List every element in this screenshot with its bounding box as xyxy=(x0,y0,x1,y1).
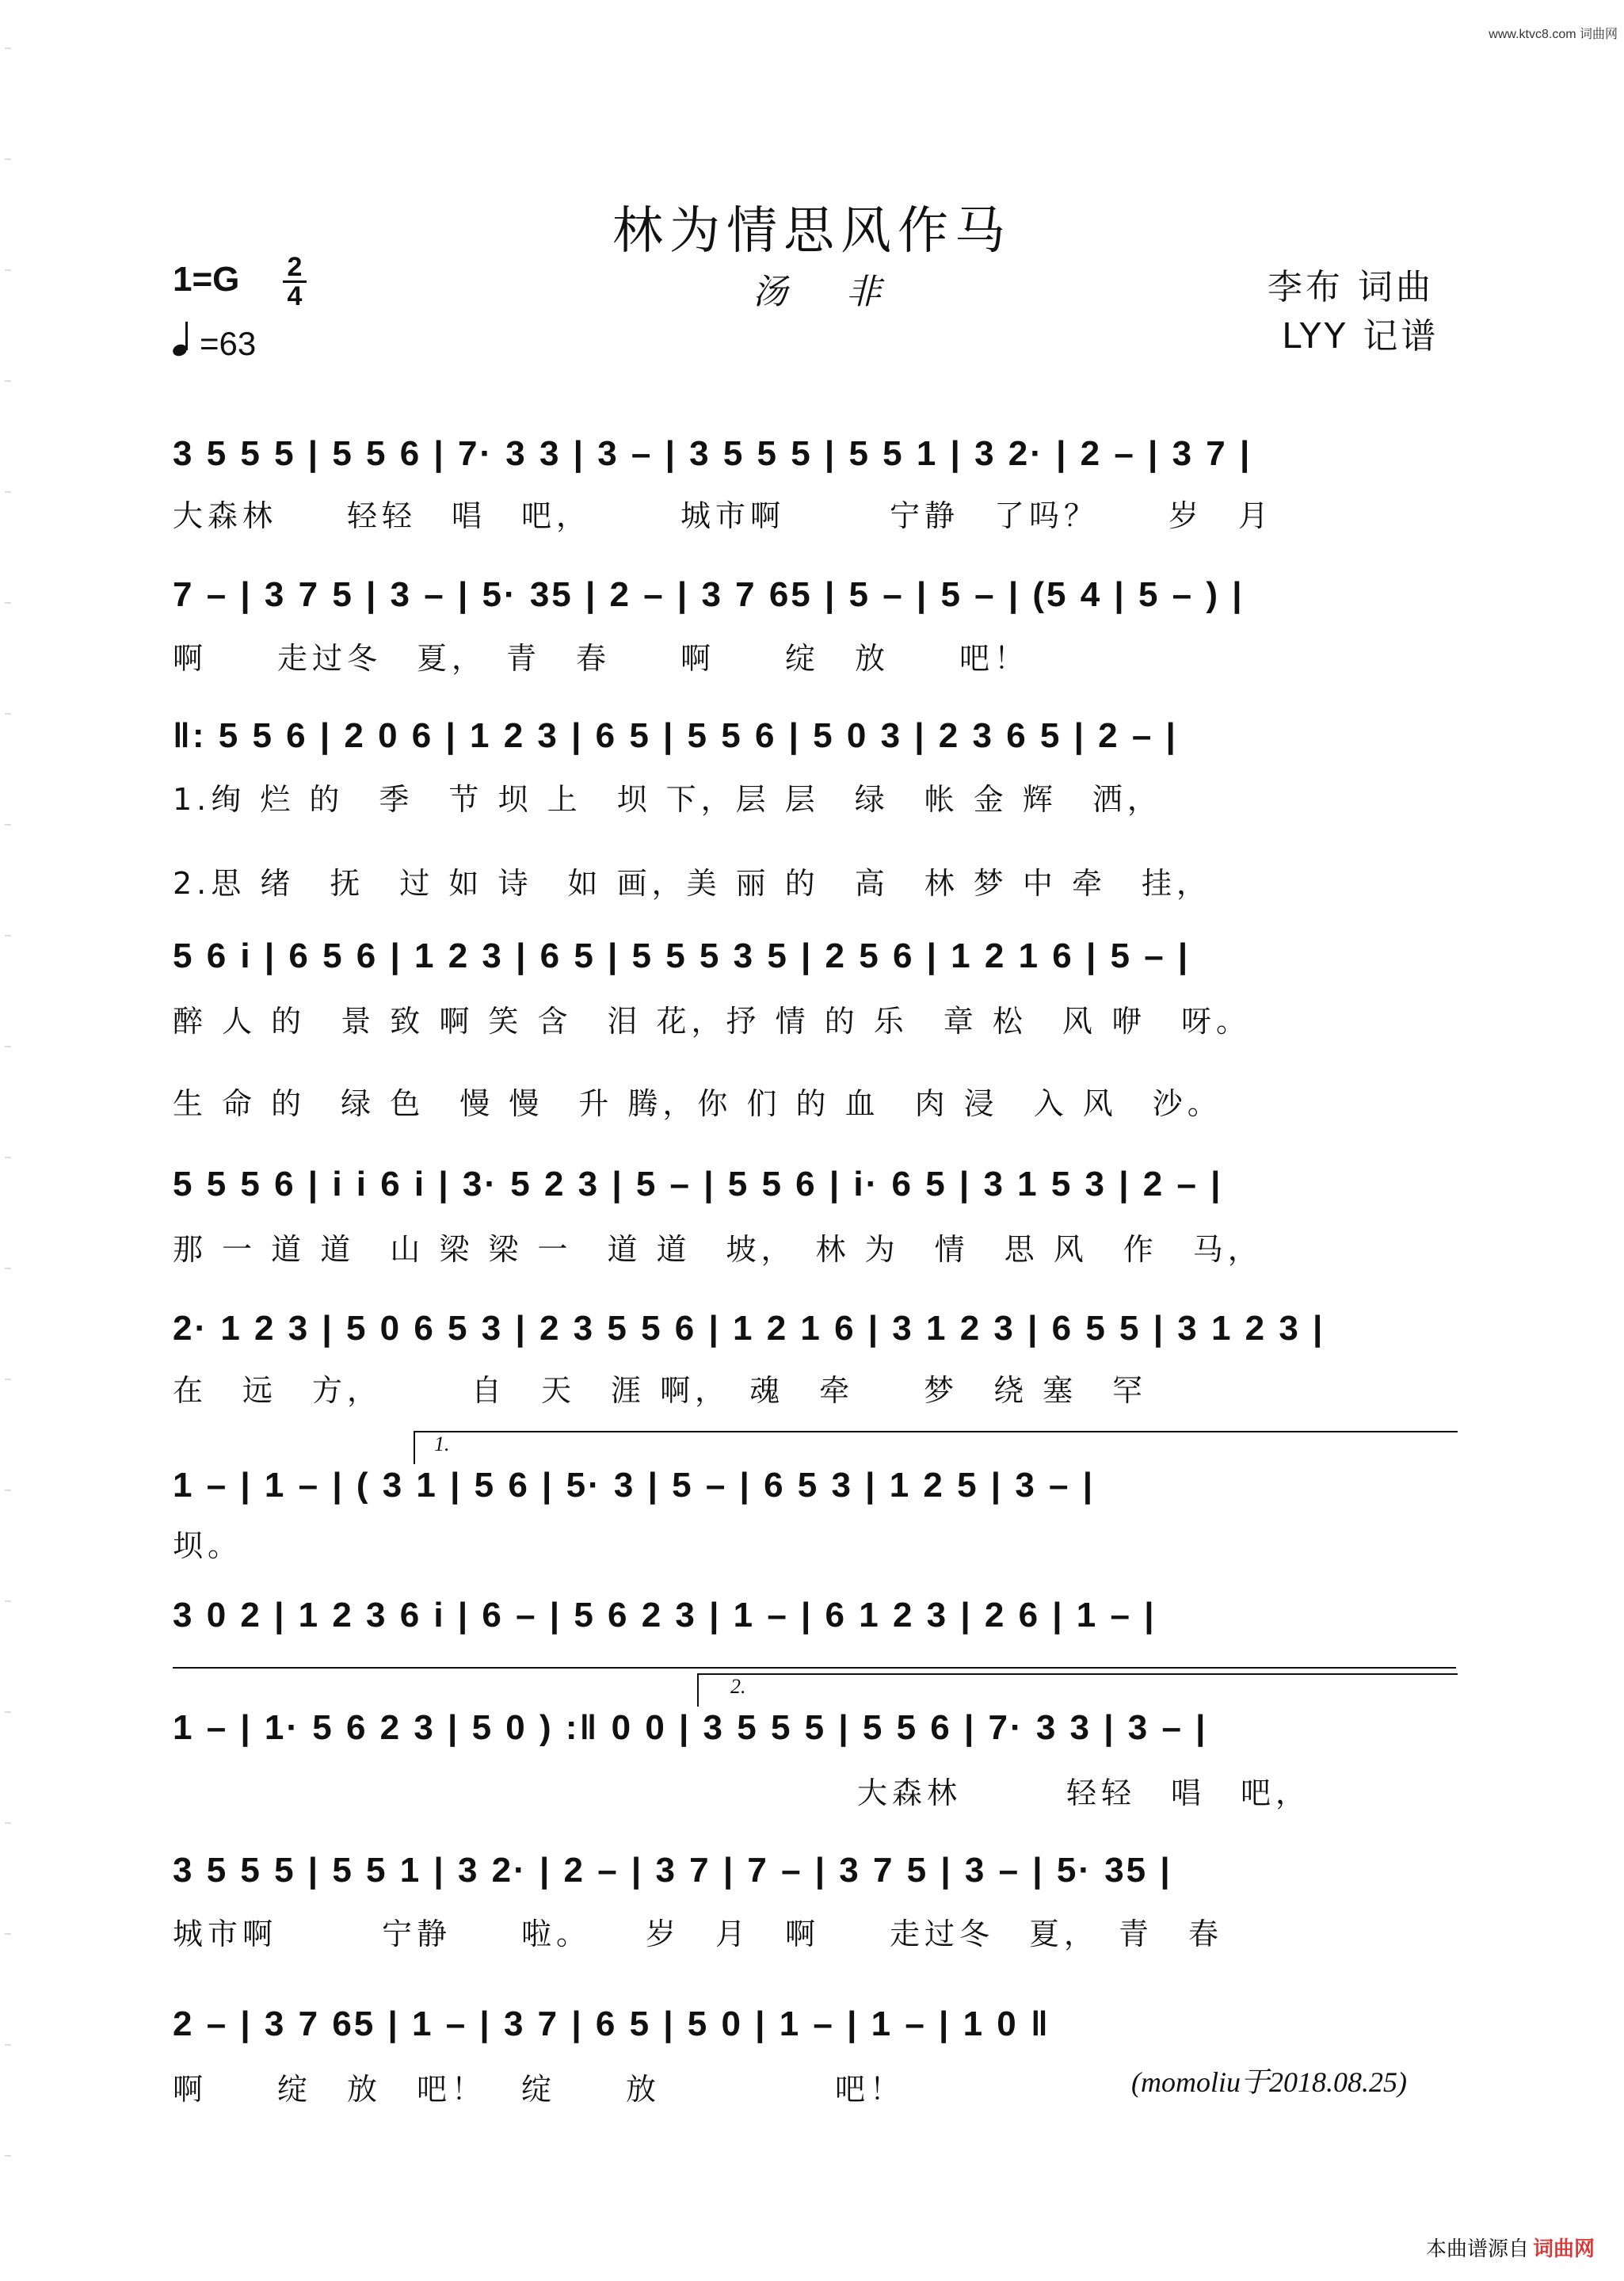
music-row-5: 5 5 5 6 | i i 6 i | 3· 5 2 3 | 5 – | 5 5 6 | i· 6 5 | 3 1 5 3 | 2 – | xyxy=(173,1165,1223,1203)
volta-bracket-1 xyxy=(414,1431,1458,1464)
music-row-4: 5 6 i | 6 5 6 | 1 2 3 | 6 5 | 5 5 5 3 5 | 2 5 6 | 1 2 1 6 | 5 – | xyxy=(173,936,1191,975)
key-signature: 1=G xyxy=(173,260,240,299)
song-title: 林为情思风作马 xyxy=(612,202,1012,261)
footer-logo[interactable]: 词曲网 xyxy=(1533,2237,1595,2261)
time-signature-bottom: 4 xyxy=(287,281,303,311)
lyric-row-5: 那 一 道 道 山 梁 梁 一 道 道 坡， 林 为 情 思 风 作 马， xyxy=(173,1232,1263,1267)
lyric-row-9: 大森林 轻轻 唱 吧， xyxy=(857,1776,1311,1810)
lyric-row-2: 啊 走过冬 夏， 青 春 啊 绽 放 吧！ xyxy=(173,641,1030,676)
lyric-row-11: 啊 绽 放 吧！ 绽 放 吧！ xyxy=(173,2072,905,2107)
lyric-row-4a: 醉 人 的 景 致 啊 笑 含 泪 花，抒 情 的 乐 章 松 风 咿 呀。 xyxy=(173,1004,1251,1039)
time-signature-top: 2 xyxy=(287,252,303,282)
tempo-marking: =63 xyxy=(200,325,257,362)
lyric-row-3b: 2.思 绪 抚 过 如 诗 如 画，美 丽 的 高 林 梦 中 牵 挂， xyxy=(173,866,1211,901)
music-row-1: 3 5 5 5 | 5 5 6 | 7· 3 3 | 3 – | 3 5 5 5 | 5 5 1 | 3 2· | 2 – | 3 7 | xyxy=(173,434,1252,473)
volta-number-1: 1. xyxy=(434,1432,450,1455)
music-row-6: 2· 1 2 3 | 5 0 6 5 3 | 2 3 5 5 6 | 1 2 1 6 | 3 1 2 3 | 6 5 5 | 3 1 2 3 | xyxy=(173,1309,1325,1348)
quarter-note-icon xyxy=(171,319,195,358)
time-signature xyxy=(283,252,307,311)
music-row-8: 3 0 2 | 1 2 3 6 i | 6 – | 5 6 2 3 | 1 – | 6 1 2 3 | 2 6 | 1 – | xyxy=(173,1596,1157,1634)
site-watermark: www.ktvc8.com 词曲网 xyxy=(1489,28,1618,41)
lyric-row-4b: 生 命 的 绿 色 慢 慢 升 腾，你 们 的 血 肉 浸 入 风 沙。 xyxy=(173,1086,1222,1121)
volta-bracket-2 xyxy=(697,1673,1458,1707)
lyric-row-10: 城市啊 宁静 啦。 岁 月 啊 走过冬 夏， 青 春 xyxy=(173,1917,1224,1951)
composer-credit: 李布 词曲 xyxy=(1268,267,1434,307)
system-line xyxy=(173,1667,1456,1669)
music-row-11: 2 – | 3 7 65 | 1 – | 3 7 | 6 5 | 5 0 | 1 – | 1 – | 1 0 ‖ xyxy=(173,2004,1050,2043)
music-row-10: 3 5 5 5 | 5 5 1 | 3 2· | 2 – | 3 7 | 7 – | 3 7 5 | 3 – | 5· 35 | xyxy=(173,1851,1172,1890)
transcriber-credit: (momoliu于2018.08.25) xyxy=(1131,2066,1407,2098)
lyric-row-1: 大森林 轻轻 唱 吧， 城市啊 宁静 了吗？ 岁 月 xyxy=(173,498,1274,533)
music-row-7: 1 – | 1 – | ( 3 1 | 5 6 | 5· 3 | 5 – | 6 5 3 | 1 2 5 | 3 – | xyxy=(173,1466,1096,1505)
singer-name: 汤 非 xyxy=(753,272,905,312)
left-margin-watermark xyxy=(0,0,17,2281)
volta-number-2: 2. xyxy=(730,1675,746,1698)
music-row-2: 7 – | 3 7 5 | 3 – | 5· 35 | 2 – | 3 7 65 | 5 – | 5 – | (5 4 | 5 – ) | xyxy=(173,575,1245,614)
footer-source-text: 本曲谱源自 xyxy=(1426,2237,1530,2261)
music-row-9: 1 – | 1· 5 6 2 3 | 5 0 ) :‖ 0 0 | 3 5 5 5 | 5 5 6 | 7· 3 3 | 3 – | xyxy=(173,1708,1208,1747)
lyric-row-6: 在 远 方， 自 天 涯 啊， 魂 牵 梦 绕 塞 罕 xyxy=(173,1373,1148,1408)
lyric-row-7: 坝。 xyxy=(173,1528,243,1563)
lyric-row-3a: 1.绚 烂 的 季 节 坝 上 坝 下，层 层 绿 帐 金 辉 洒， xyxy=(173,782,1162,817)
notation-credit: LYY 记谱 xyxy=(1282,316,1439,357)
music-row-3: ‖: 5 5 6 | 2 0 6 | 1 2 3 | 6 5 | 5 5 6 | 5 0 3 | 2 3 6 5 | 2 – | xyxy=(173,716,1178,755)
